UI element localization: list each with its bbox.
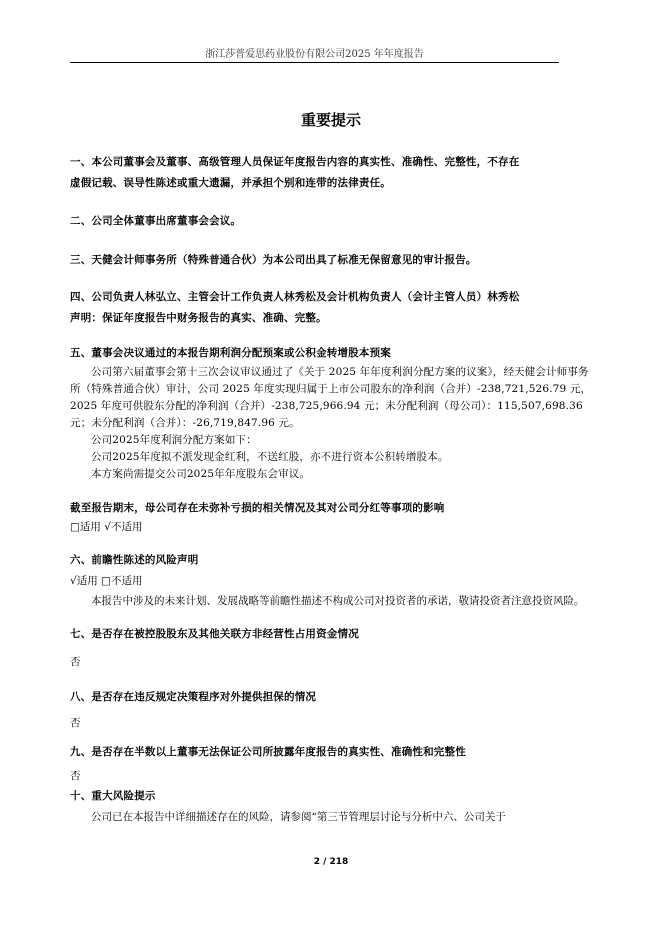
section-4-line-2: 声明：保证年度报告中财务报告的真实、准确、完整。 [70, 312, 327, 324]
section-6-options: √适用 □不适用 [70, 575, 143, 587]
section-5-paragraph-4: 本方案尚需提交公司2025年年度股东会审议。 [91, 468, 311, 480]
document-body [70, 152, 592, 827]
page-number: 2 / 218 [313, 857, 349, 867]
section-9-heading: 九、是否存在半数以上董事无法保证公司所披露年度报告的真实性、准确性和完整性 [70, 746, 466, 758]
section-7-answer: 否 [70, 656, 81, 668]
section-1-line-2: 虚假记载、误导性陈述或重大遗漏，并承担个别和连带的法律责任。 [70, 177, 391, 189]
section-5-paragraph-2: 公司2025年度利润分配方案如下： [91, 434, 257, 446]
section-7-heading: 七、是否存在被控股股东及其他关联方非经营性占用资金情况 [70, 628, 359, 640]
section-5-heading: 五、董事会决议通过的本报告期利润分配预案或公积金转增股本预案 [70, 347, 391, 359]
section-8-heading: 八、是否存在违反规定决策程序对外提供担保的情况 [70, 691, 317, 703]
page-title: 重要提示 [300, 111, 361, 129]
section-5-paragraph-1: 公司第六届董事会第十三次会议审议通过了《关于 2025 年年度利润分配方案的议案》，经天健会计师事务所（特殊普通合伙）审计，公司 2025 年度实现归属于上市公司股东的净利润（合并）-238,721,526.79 元，2025 年度可供股东分配的净利润（合并）-238,725,966.94 元；未分配利润（母公司）：115,507,698.36 元；未分配利润（合并）：-26,719,847.96 元。 [70, 366, 592, 429]
deficit-options: □适用 √不适用 [70, 521, 143, 533]
header-rule [70, 62, 559, 63]
section-1-line-1: 一、本公司董事会及董事、高级管理人员保证年度报告内容的真实性、准确性、完整性，不存在 [70, 156, 520, 168]
section-5-paragraph-3: 公司2025年度拟不派发现金红利，不送红股，亦不进行资本公积转增股本。 [91, 451, 449, 463]
page-header: 浙江莎普爱思药业股份有限公司2025 年年度报告 [205, 49, 424, 60]
section-2: 二、公司全体董事出席董事会会议。 [70, 215, 242, 227]
section-6-heading: 六、前瞻性陈述的风险声明 [70, 554, 199, 566]
section-8-answer: 否 [70, 717, 81, 729]
section-10-paragraph: 公司已在本报告中详细描述存在的风险，请参阅“第三节管理层讨论与分析中六、公司关于 [91, 811, 506, 823]
section-3: 三、天健会计师事务所（特殊普通合伙）为本公司出具了标准无保留意见的审计报告。 [70, 254, 477, 266]
section-4-line-1: 四、公司负责人林弘立、主管会计工作负责人林秀松及会计机构负责人（会计主管人员）林秀松 [70, 291, 520, 303]
deficit-heading: 截至报告期末，母公司存在未弥补亏损的相关情况及其对公司分红等事项的影响 [70, 502, 445, 514]
section-10-heading: 十、重大风险提示 [70, 790, 156, 802]
section-6-paragraph: 本报告中涉及的未来计划、发展战略等前瞻性描述不构成公司对投资者的承诺，敬请投资者注意投资风险。 [91, 595, 585, 607]
section-9-answer: 否 [70, 770, 81, 782]
